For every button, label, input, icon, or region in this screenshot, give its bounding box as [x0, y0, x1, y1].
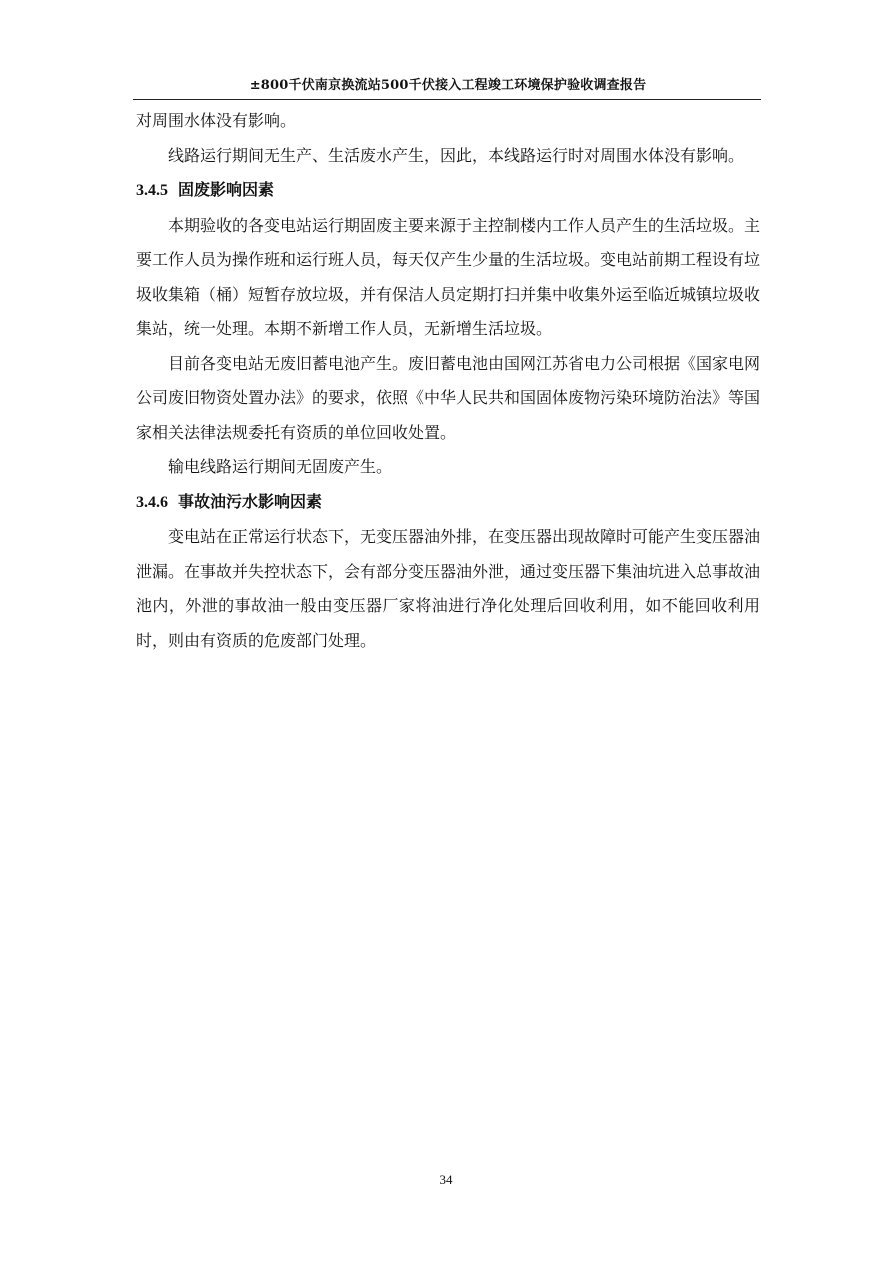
- section-number: 3.4.5: [136, 182, 168, 199]
- header-divider: [133, 99, 761, 100]
- paragraph-accident-oil: 变电站在正常运行状态下，无变压器油外排，在变压器出现故障时可能产生变压器油泄漏。在事故并失控状态下，会有部分变压器油外泄，通过变压器下集油坑进入总事故油池内，外泄的事故油一般由变压器厂家将油进行净化处理后回收利用，如不能回收利用时，则由有资质的危废部门处理。: [136, 527, 761, 650]
- running-header: ±800千伏南京换流站500千伏接入工程竣工环境保护验收调查报告: [249, 78, 647, 93]
- page-number: 34: [439, 1172, 453, 1187]
- section-title: 事故油污水影响因素: [178, 491, 323, 511]
- section-heading-3-4-5: [136, 173, 760, 209]
- document-body: [136, 104, 760, 658]
- section-title: 固废影响因素: [178, 180, 275, 199]
- paragraph-batteries: 目前各变电站无废旧蓄电池产生。废旧蓄电池由国网江苏省电力公司根据《国家电网公司废旧物资处置办法》的要求，依照《中华人民共和国固体废物污染环境防治法》等国家相关法律法规委托有资质的单位回收处置。: [136, 353, 761, 442]
- paragraph-solid-waste: 本期验收的各变电站运行期固废主要来源于主控制楼内工作人员产生的生活垃圾。主要工作人员为操作班和运行班人员，每天仅产生少量的生活垃圾。变电站前期工程设有垃圾收集箱（桶）短暂存放垃圾，并有保洁人员定期打扫并集中收集外运至临近城镇垃圾收集站，统一处理。本期不新增工作人员，无新增生活垃圾。: [136, 215, 761, 338]
- paragraph-line-solid-waste: 输电线路运行期间无固废产生。: [168, 457, 393, 476]
- section-heading-3-4-6: [136, 485, 760, 521]
- paragraph-continuation: 对周围水体没有影响。: [136, 111, 297, 130]
- paragraph-line-wastewater: 线路运行期间无生产、生活废水产生，因此，本线路运行时对周围水体没有影响。: [168, 145, 745, 165]
- section-number: 3.4.6: [136, 493, 168, 511]
